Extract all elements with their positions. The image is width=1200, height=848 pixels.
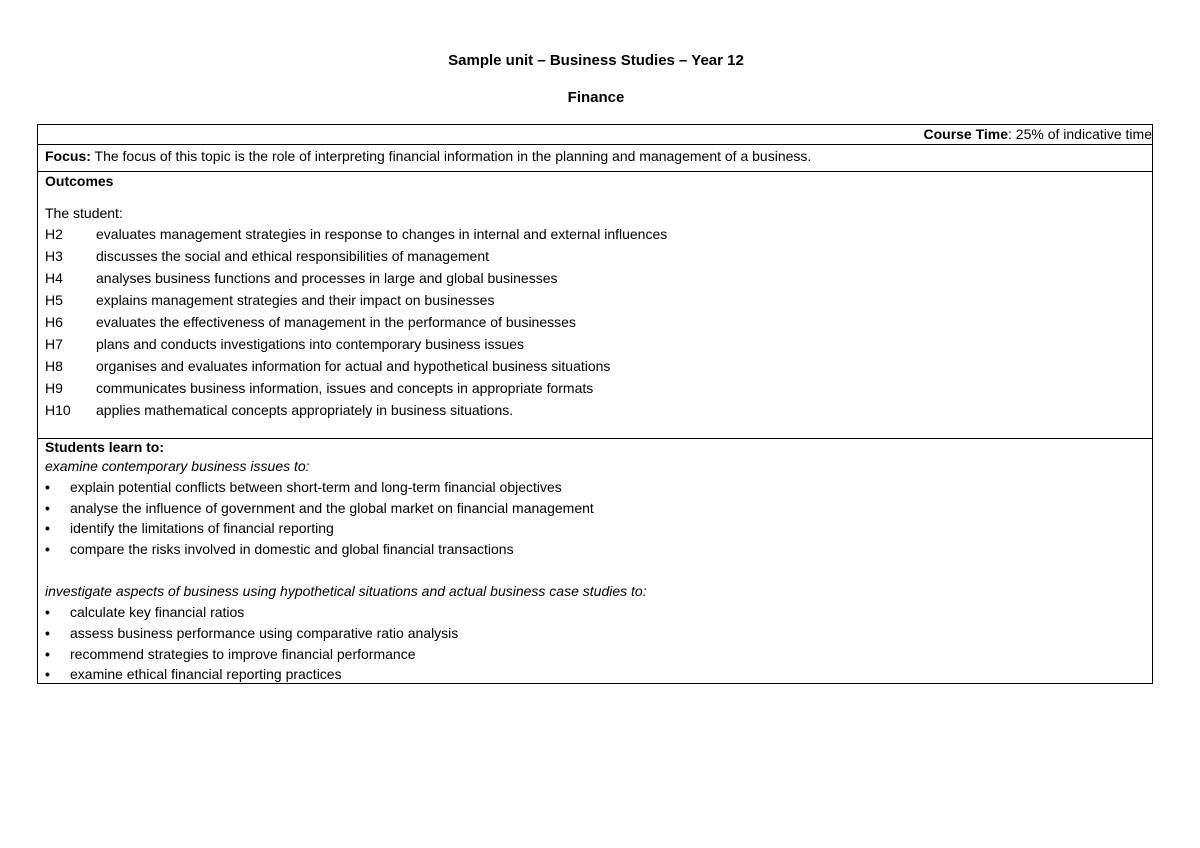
learn-bullet-item	[45, 477, 1152, 498]
learn-group-title: investigate aspects of business using hypothetical situations and actual business case studies to:	[45, 583, 647, 600]
outcome-text: explains management strategies and their impact on businesses	[96, 292, 495, 308]
outcome-code: H9	[45, 380, 63, 396]
outcomes-section	[38, 172, 1152, 439]
outcome-item	[45, 245, 1152, 267]
learn-bullet-text: examine ethical financial reporting practices	[70, 666, 342, 683]
outcome-item	[45, 311, 1152, 333]
learn-bullet-item	[45, 664, 1152, 685]
learn-bullet-item	[45, 498, 1152, 519]
outcome-text: organises and evaluates information for actual and hypothetical business situations	[96, 358, 611, 374]
outcome-code: H7	[45, 336, 63, 352]
unit-table	[37, 124, 1153, 684]
bullet-icon: •	[45, 499, 50, 516]
learn-bullet-text: analyse the influence of government and the global market on financial management	[70, 499, 594, 516]
document-title: Sample unit – Business Studies – Year 12	[448, 52, 744, 69]
outcomes-intro: The student:	[45, 205, 123, 221]
focus-label: Focus:	[45, 148, 91, 164]
outcomes-list	[45, 223, 1152, 421]
outcome-text: evaluates the effectiveness of management in the performance of businesses	[96, 314, 576, 330]
learn-bullet-item	[45, 539, 1152, 560]
outcome-item	[45, 355, 1152, 377]
learn-bullet-text: calculate key financial ratios	[70, 604, 245, 621]
bullet-icon: •	[45, 540, 50, 557]
outcome-code: H10	[45, 402, 71, 418]
outcome-text: discusses the social and ethical responsibilities of management	[96, 248, 489, 264]
learn-bullet-item	[45, 623, 1152, 644]
outcome-item	[45, 377, 1152, 399]
outcome-text: plans and conducts investigations into contemporary business issues	[96, 336, 525, 352]
outcome-item	[45, 289, 1152, 311]
outcome-code: H6	[45, 314, 63, 330]
bullet-icon: •	[45, 666, 50, 683]
bullet-icon: •	[45, 520, 50, 537]
group-spacer	[45, 559, 1152, 581]
learn-bullet-item	[45, 644, 1152, 665]
outcome-text: communicates business information, issues and concepts in appropriate formats	[96, 380, 594, 396]
course-time-value: : 25% of indicative time	[1008, 126, 1152, 142]
course-time-label: Course Time	[923, 126, 1009, 142]
students-learn-section	[38, 439, 1152, 683]
outcome-code: H8	[45, 358, 63, 374]
learn-bullet-text: explain potential conflicts between short-term and long-term financial objectives	[70, 479, 562, 495]
learn-group-title: examine contemporary business issues to:	[45, 458, 310, 474]
bullet-icon: •	[45, 624, 50, 641]
learn-bullet-item	[45, 518, 1152, 539]
outcome-text: applies mathematical concepts appropriately in business situations.	[96, 402, 514, 418]
learn-bullet-text: recommend strategies to improve financial performance	[70, 645, 416, 662]
students-learn-heading: Students learn to:	[45, 439, 165, 455]
focus-row	[38, 145, 1152, 172]
outcomes-heading: Outcomes	[45, 173, 114, 189]
outcome-text: analyses business functions and processes in large and global businesses	[96, 270, 558, 286]
learn-bullet-text: compare the risks involved in domestic and global financial transactions	[70, 540, 514, 557]
bullet-icon: •	[45, 645, 50, 662]
outcome-code: H2	[45, 226, 63, 242]
learn-bullet-item	[45, 602, 1152, 623]
learn-bullet-text: assess business performance using comparative ratio analysis	[70, 624, 459, 641]
course-time-row	[38, 125, 1152, 145]
learn-bullet-text: identify the limitations of financial reporting	[70, 520, 334, 537]
outcome-item	[45, 333, 1152, 355]
outcome-code: H4	[45, 270, 63, 286]
bullet-icon: •	[45, 479, 50, 495]
outcome-item	[45, 223, 1152, 245]
focus-text: The focus of this topic is the role of interpreting financial information in the planning and management of a business.	[90, 148, 812, 164]
document-subtitle: Finance	[567, 89, 625, 106]
outcome-item	[45, 399, 1152, 421]
learn-groups	[45, 456, 1152, 685]
outcome-code: H5	[45, 292, 63, 308]
bullet-icon: •	[45, 604, 50, 621]
outcome-code: H3	[45, 248, 63, 264]
outcome-item	[45, 267, 1152, 289]
outcome-text: evaluates management strategies in response to changes in internal and external influences	[96, 226, 668, 242]
